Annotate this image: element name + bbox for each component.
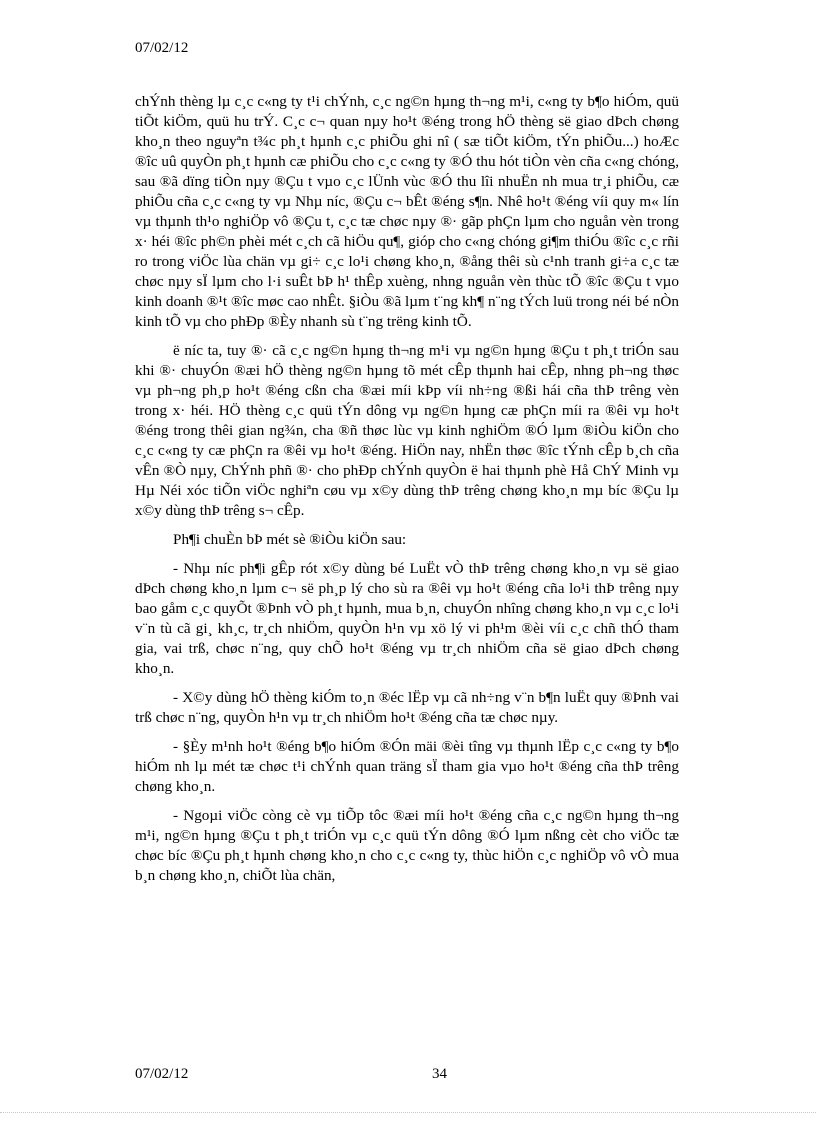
page-bottom-border bbox=[0, 1112, 816, 1113]
paragraph: - X©y dùng hÖ thèng kiÓm to¸n ®éc lËp vµ cã nh÷ng v¨n b¶n luËt quy ®Þnh vai trß chøc n¨ng, quyÒn h¹n vµ tr¸ch nhiÖm ho¹t ®éng cña tæ chøc nµy. bbox=[135, 689, 679, 726]
body-text bbox=[135, 92, 679, 895]
paragraph: - §Èy m¹nh ho¹t ®éng b¶o hiÓm ®Ón mäi ®èi tîng vµ thµnh lËp c¸c c«ng ty b¶o hiÓm nh lµ mét tæ chøc t¹i chÝnh quan träng sÏ tham gia vµo ho¹t ®éng cña thÞ trêng chøng kho¸n. bbox=[135, 738, 679, 795]
paragraph: - Nhµ níc ph¶i gÊp rót x©y dùng bé LuËt vÒ thÞ trêng chøng kho¸n vµ së giao dÞch chøng kho¸n lµm c¬ së ph¸p lý cho sù ra ®êi vµ ho¹t ®éng cña lo¹i thÞ trêng nµy bao gåm c¸c quyÕt ®Þnh vÒ ph¸t hµnh, mua b¸n, chuyÓn nhîng chøng kho¸n vµ c¸c lo¹i v¨n tù cã gi¸ kh¸c, tr¸ch nhiÖm, quyÒn h¹n vµ xö lý vi ph¹m ®èi víi c¸c chñ thÓ tham gia, vai trß, chøc n¨ng, quy chÕ ho¹t ®éng vµ tr¸ch nhiÖm cña së giao dÞch chøng kho¸n. bbox=[135, 560, 679, 677]
header-date: 07/02/12 bbox=[135, 40, 189, 56]
paragraph: ë níc ta, tuy ®· cã c¸c ng©n hµng th¬ng m¹i vµ ng©n hµng ®Çu t ph¸t triÓn sau khi ®· chuyÓn ®æi hÖ thèng ng©n hµng tõ mét cÊp thµnh hai cÊp, nhng ph¬ng thøc vµ ph¬ng ph¸p ho¹t ®éng cßn cha ®æi míi kÞp víi nh÷ng ®ßi hái cña thÞ trêng vèn trong x· héi. HÖ thèng c¸c quü tÝn dông vµ ng©n hµng cæ phÇn míi ra ®êi vµ ho¹t ®éng trong thêi gian ng¾n, cha ®ñ thøc lùc vµ kinh nghiÖm ®Ó lµm ®iÒu kiÖn cho c¸c c«ng ty cæ phÇn ra ®êi vµ ho¹t ®éng. HiÖn nay, nhËn thøc ®îc tÝnh cÊp b¸ch cña vÊn ®Ò nµy, ChÝnh phñ ®· cho phÐp chÝnh quyÒn ë hai thµnh phè Hå ChÝ Minh vµ Hµ Néi xóc tiÕn viÖc nghiªn cøu vµ x©y dùng thÞ trêng chøng kho¸n mµ bíc ®Çu lµ x©y dùng thÞ trêng s¬ cÊp. bbox=[135, 342, 679, 519]
footer-date: 07/02/12 bbox=[135, 1066, 189, 1082]
paragraph: - Ngoµi viÖc còng cè vµ tiÕp tôc ®æi míi ho¹t ®éng cña c¸c ng©n hµng th¬ng m¹i, ng©n hµng ®Çu t ph¸t triÓn vµ c¸c quü tÝn dông ®Ó lµm nßng cèt cho viÖc tæ chøc bíc ®Çu ph¸t hµnh chøng kho¸n cho c¸c c«ng ty, thùc hiÖn c¸c nghiÖp vô vÒ mua b¸n chøng kho¸n, chiÕt lùa chän, bbox=[135, 807, 679, 884]
paragraph: Ph¶i chuÈn bÞ mét sè ®iÒu kiÖn sau: bbox=[173, 531, 407, 548]
page-number: 34 bbox=[432, 1066, 447, 1082]
paragraph: chÝnh thèng lµ c¸c c«ng ty t¹i chÝnh, c¸c ng©n hµng th¬ng m¹i, c«ng ty b¶o hiÓm, quü tiÕt kiÖm, quü hu trÝ. C¸c c¬ quan nµy ho¹t ®éng trong hÖ thèng së giao dÞch chøng kho¸n theo nguyªn t¾c ph¸t hµnh c¸c phiÕu ghi nî ( sæ tiÕt kiÖm, tÝn phiÕu...) hoÆc ®îc uû quyÒn ph¸t hµnh cæ phiÕu cho c¸c c«ng ty ®Ó thu hót tiÒn vèn cña c«ng chóng, sau ®ã dïng tiÒn nµy ®Çu t vµo c¸c lÜnh vùc ®Ó thu lîi nhuËn nh mua tr¸i phiÕu, cæ phiÕu cña c¸c c«ng ty vµ Nhµ níc, ®Çu c¬ bÊt ®éng s¶n. Nhê ho¹t ®éng víi quy m« lín vµ thµnh th¹o nghiÖp vô ®Çu t, c¸c tæ chøc nµy ®· gãp phÇn lµm cho nguån vèn trong x· héi ®îc ph©n phèi mét c¸ch cã hiÖu qu¶, gióp cho c«ng chóng gi¶m thiÓu ®îc c¸c rñi ro trong viÖc lùa chän vµ gi÷ c¸c lo¹i chøng kho¸n, ®ång thêi sù c¹nh tranh gi÷a c¸c tæ chøc nµy sÏ lµm cho l·i suÊt bÞ h¹ thÊp xuèng, nhng nguån vèn thùc tÕ ®îc ®Çu t vµo kinh doanh ®¹t ®îc møc cao nhÊt. §iÒu ®ã lµm t¨ng kh¶ n¨ng tÝch luü trong néi bé nÒn kinh tÕ vµ cho phÐp ®Èy nhanh sù t¨ng trëng kinh tÕ. bbox=[135, 93, 679, 330]
